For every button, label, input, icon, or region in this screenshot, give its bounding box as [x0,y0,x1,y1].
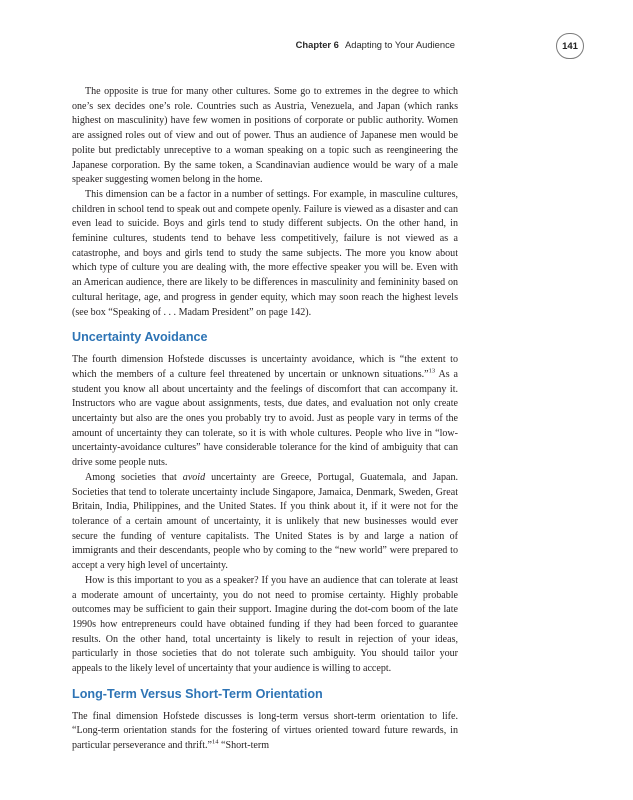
footnote-ref: 13 [428,367,436,375]
footnote-ref: 14 [212,738,219,746]
paragraph [72,353,458,471]
emphasis: avoid [182,471,206,483]
paragraph [72,471,458,574]
paragraph: How is this important to you as a speaker? If you have an audience that can tolerate at least a moderate amount of uncertainty, you do not need to promise certainty. Highly probable outcomes may be sufficient to gain their support. Imagine during the dot-com boom of the late 1990s how entrepreneurs could have obtained funding if they had been forced to guarantee results. On the other hand, total uncertainty is likely to result in rejection of your ideas, particularly in those societies that do not tolerate such ambiguity. You should tailor your appeals to the likely level of uncertainty that your audience is willing to accept. [72,574,458,675]
running-head [0,37,633,57]
text-run: uncertainty are Greece, Portugal, Guatemala, and Japan. Societies that tend to tolerate uncertainty include Singapore, Jamaica, Denmark, Sweden, Great Britain, India, Philippines, and the United States. If you think about it, if it were not for the tolerance of a certain amount of uncertainty, it is unlikely that new businesses would ever secure the funding of venture capitalists. The United States is by and large a nation of immigrants and their descendants, people who by coming to the “new world” were prepared to accept a very high level of uncertainty. [72,471,458,572]
text-run: The fourth dimension Hofstede discusses is uncertainty avoidance, which is “the extent to which the members of a culture feel threatened by uncertain or unknown situations.” [72,354,458,380]
chapter-label: Chapter 6 [295,39,339,50]
page-number: 141 [556,33,584,59]
paragraph [72,710,458,754]
section-heading-long-term: Long-Term Versus Short-Term Orientation [72,686,323,701]
paragraph: This dimension can be a factor in a number of settings. For example, in masculine cultures, children in school tend to speak out and compete openly. Failure is viewed as a disaster and can even lead to suicide. Boys and girls tend to study different subjects. On the other hand, in feminine cultures, students tend to behave less competitively, failure is not viewed as a catastrophe, and boys and girls tend to study the same subjects. The more you know about which type of culture you are dealing with, the more effective speaker you will be. Even with an American audience, there are likely to be differences in masculinity and femininity based on cultural heritage, age, and progress in gender equity, which may soon reach the highest levels (see box “Speaking of . . . Madam President” on page 142). [72,188,458,318]
text-run: The final dimension Hofstede discusses is long-term versus short-term orientation to life. “Long-term orientation stands for the fostering of virtues oriented toward future rewards, in particular perseverance and thrift.” [72,710,458,752]
chapter-title: Adapting to Your Audience [345,39,455,50]
text-run: Among societies that [85,471,183,483]
chapter-header [296,39,455,50]
body-text [72,85,458,754]
text-run: “Short-term [218,740,270,752]
text-run: As a student you know all about uncertainty and the feelings of discomfort that can accompany it. Instructors who are vague about assignments, tests, due dates, and evaluation not only create uncertainty but also are the ones you probably try to avoid. Just as people vary in terms of the amount of uncertainty they can tolerate, so it is with whole cultures. People who live in “low-uncertainty-avoidance cultures” have considerable tolerance for the kind of ambiguity that can drive some people nuts. [72,368,458,469]
section-heading-uncertainty: Uncertainty Avoidance [72,330,208,345]
paragraph: The opposite is true for many other cultures. Some go to extremes in the degree to which one’s sex decides one’s role. Countries such as Austria, Venezuela, and Japan (which ranks highest on masculinity) have few women in positions of corporate or public authority. Women are assigned roles out of view and out of power. Thus an audience of Japanese men would be polite but predictably unreceptive to a woman speaking on a topic such as reengineering the Japanese corporation. By the same token, a Scandinavian audience would be wary of a male speaker suggesting women belong in the home. [72,86,458,186]
